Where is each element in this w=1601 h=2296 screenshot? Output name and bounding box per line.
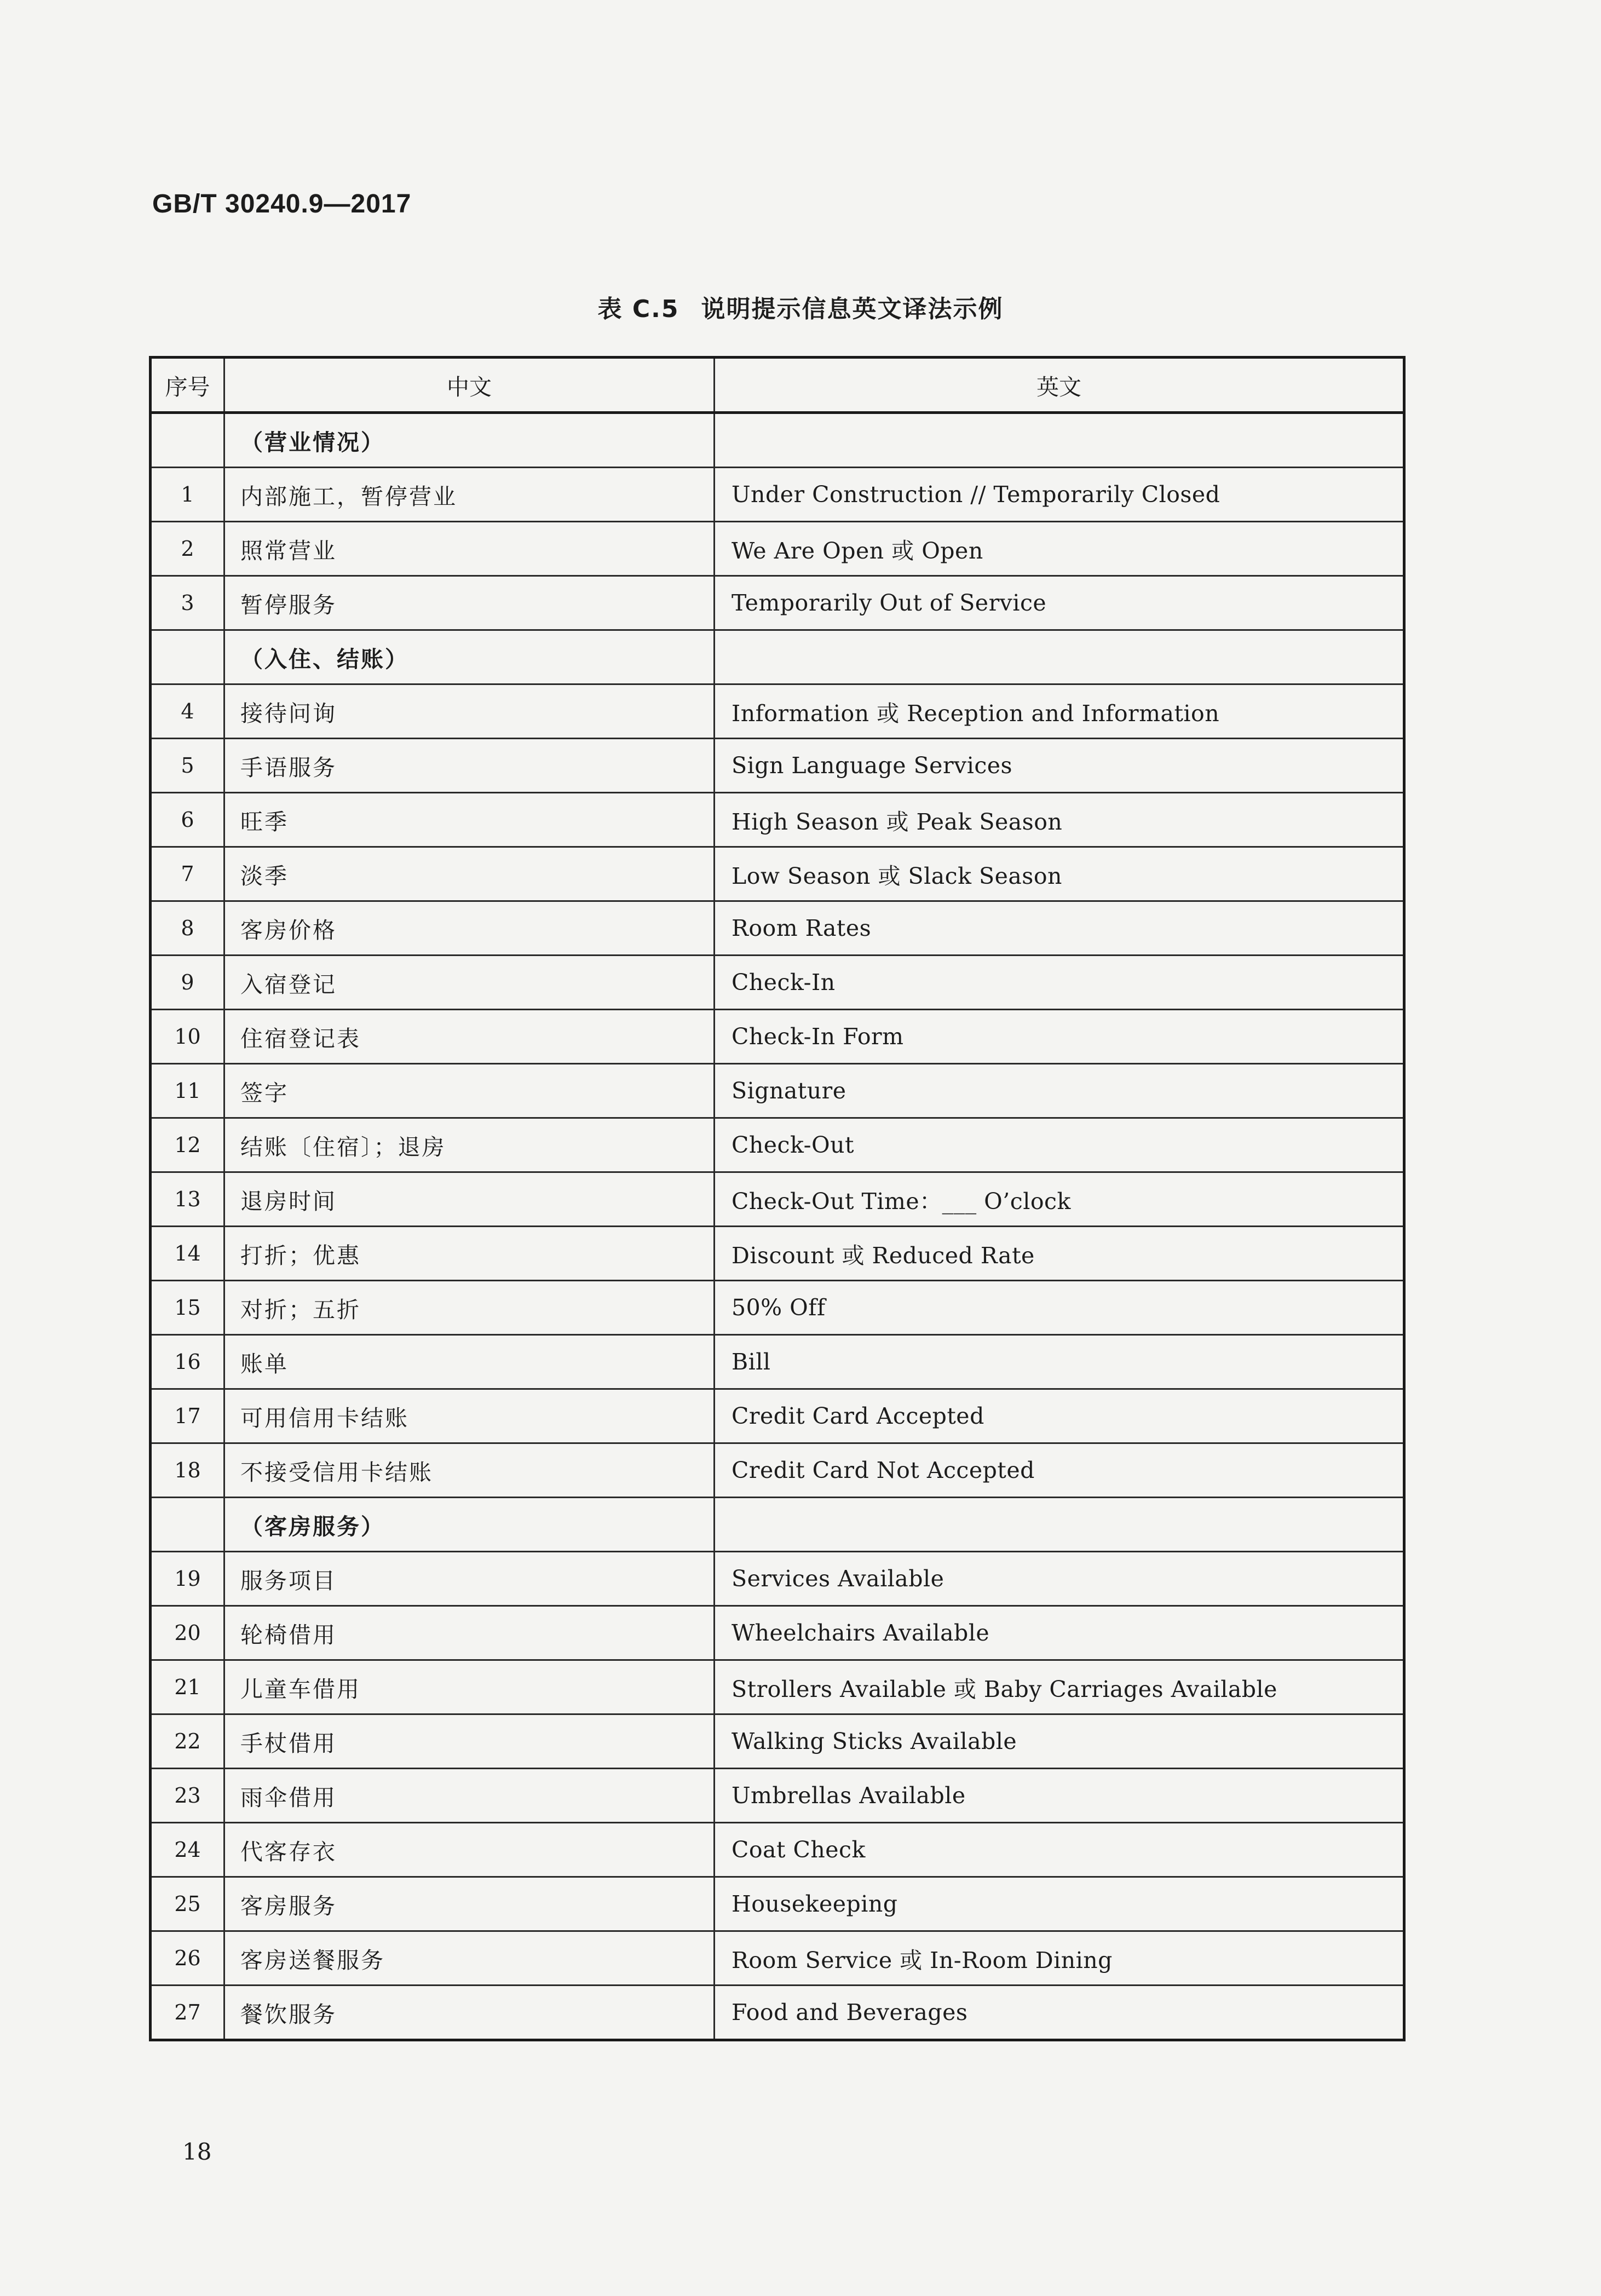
column-header-chinese: 中文 <box>224 358 715 413</box>
row-number-cell: 2 <box>151 522 224 576</box>
table-row <box>151 1986 1404 2040</box>
chinese-text-cell: 打折；优惠 <box>224 1227 715 1281</box>
chinese-text-cell: 可用信用卡结账 <box>224 1389 715 1443</box>
row-number-cell: 1 <box>151 468 224 522</box>
chinese-text-cell: 暂停服务 <box>224 576 715 630</box>
chinese-text-cell: 账单 <box>224 1335 715 1389</box>
chinese-text-cell: 旺季 <box>224 793 715 847</box>
table-row <box>151 1931 1404 1986</box>
table-row <box>151 1769 1404 1823</box>
chinese-text-cell: 手杖借用 <box>224 1714 715 1769</box>
english-text-cell: Check-Out Time：___ O’clock <box>715 1172 1404 1227</box>
chinese-text-cell: 手语服务 <box>224 739 715 793</box>
chinese-text-cell: 接待问询 <box>224 684 715 739</box>
table-row <box>151 1064 1404 1118</box>
row-number-cell: 4 <box>151 684 224 739</box>
english-text-cell: Sign Language Services <box>715 739 1404 793</box>
english-text-cell: We Are Open 或 Open <box>715 522 1404 576</box>
table-row <box>151 1877 1404 1931</box>
english-text-cell: Credit Card Accepted <box>715 1389 1404 1443</box>
english-text-cell: Wheelchairs Available <box>715 1606 1404 1660</box>
english-text-cell: Housekeeping <box>715 1877 1404 1931</box>
english-text-cell: Information 或 Reception and Information <box>715 684 1404 739</box>
table-row <box>151 739 1404 793</box>
english-text-cell: Umbrellas Available <box>715 1769 1404 1823</box>
chinese-text-cell: 退房时间 <box>224 1172 715 1227</box>
row-number-cell: 17 <box>151 1389 224 1443</box>
table-row <box>151 1010 1404 1064</box>
row-number-cell: 26 <box>151 1931 224 1986</box>
row-number-cell: 22 <box>151 1714 224 1769</box>
row-number-cell: 25 <box>151 1877 224 1931</box>
chinese-text-cell: 入宿登记 <box>224 956 715 1010</box>
row-number-cell: 24 <box>151 1823 224 1877</box>
row-number-cell: 20 <box>151 1606 224 1660</box>
row-number-cell: 19 <box>151 1552 224 1606</box>
row-number-cell: 16 <box>151 1335 224 1389</box>
row-number-cell: 5 <box>151 739 224 793</box>
table-caption-number: 表 C.5 <box>597 295 679 323</box>
table-row <box>151 1552 1404 1606</box>
english-text-cell: High Season 或 Peak Season <box>715 793 1404 847</box>
row-number-cell: 21 <box>151 1660 224 1714</box>
chinese-text-cell: 代客存衣 <box>224 1823 715 1877</box>
table-row <box>151 1172 1404 1227</box>
row-number-cell: 10 <box>151 1010 224 1064</box>
english-text-cell: Room Service 或 In-Room Dining <box>715 1931 1404 1986</box>
table-row <box>151 1660 1404 1714</box>
table-row <box>151 1335 1404 1389</box>
english-text-cell <box>715 630 1404 684</box>
english-text-cell: Check-In Form <box>715 1010 1404 1064</box>
table-row <box>151 1443 1404 1498</box>
table-row <box>151 576 1404 630</box>
table-row <box>151 956 1404 1010</box>
english-text-cell: Walking Sticks Available <box>715 1714 1404 1769</box>
chinese-text-cell: 餐饮服务 <box>224 1986 715 2040</box>
english-text-cell <box>715 413 1404 468</box>
table-row <box>151 793 1404 847</box>
table-row <box>151 1281 1404 1335</box>
table-row <box>151 522 1404 576</box>
chinese-text-cell: 服务项目 <box>224 1552 715 1606</box>
chinese-text-cell: 住宿登记表 <box>224 1010 715 1064</box>
translation-table <box>149 356 1406 2041</box>
table-row <box>151 1714 1404 1769</box>
chinese-text-cell: 客房送餐服务 <box>224 1931 715 1986</box>
chinese-text-cell: 客房服务 <box>224 1877 715 1931</box>
standard-code: GB/T 30240.9—2017 <box>152 189 412 218</box>
chinese-text-cell: 儿童车借用 <box>224 1660 715 1714</box>
table-body <box>151 413 1404 2040</box>
chinese-text-cell: （营业情况） <box>224 413 715 468</box>
column-header-english: 英文 <box>715 358 1404 413</box>
row-number-cell: 12 <box>151 1118 224 1172</box>
english-text-cell: Room Rates <box>715 901 1404 956</box>
table-row <box>151 847 1404 901</box>
chinese-text-cell: 签字 <box>224 1064 715 1118</box>
english-text-cell: Food and Beverages <box>715 1986 1404 2040</box>
row-number-cell: 11 <box>151 1064 224 1118</box>
row-number-cell: 7 <box>151 847 224 901</box>
row-number-cell: 8 <box>151 901 224 956</box>
english-text-cell: Check-In <box>715 956 1404 1010</box>
table-section-row <box>151 1498 1404 1552</box>
chinese-text-cell: 雨伞借用 <box>224 1769 715 1823</box>
english-text-cell: Strollers Available 或 Baby Carriages Available <box>715 1660 1404 1714</box>
english-text-cell: Under Construction // Temporarily Closed <box>715 468 1404 522</box>
row-number-cell: 27 <box>151 1986 224 2040</box>
table-row <box>151 1606 1404 1660</box>
column-header-number: 序号 <box>151 358 224 413</box>
row-number-cell: 23 <box>151 1769 224 1823</box>
english-text-cell: Temporarily Out of Service <box>715 576 1404 630</box>
row-number-cell <box>151 413 224 468</box>
chinese-text-cell: 客房价格 <box>224 901 715 956</box>
row-number-cell: 14 <box>151 1227 224 1281</box>
table-section-row <box>151 630 1404 684</box>
english-text-cell: Services Available <box>715 1552 1404 1606</box>
chinese-text-cell: 淡季 <box>224 847 715 901</box>
chinese-text-cell: （客房服务） <box>224 1498 715 1552</box>
table-row <box>151 1227 1404 1281</box>
table-row <box>151 468 1404 522</box>
chinese-text-cell: （入住、结账） <box>224 630 715 684</box>
table-section-row <box>151 413 1404 468</box>
table-row <box>151 684 1404 739</box>
chinese-text-cell: 轮椅借用 <box>224 1606 715 1660</box>
chinese-text-cell: 不接受信用卡结账 <box>224 1443 715 1498</box>
english-text-cell: 50% Off <box>715 1281 1404 1335</box>
english-text-cell: Discount 或 Reduced Rate <box>715 1227 1404 1281</box>
table-caption-title: 说明提示信息英文译法示例 <box>701 295 1004 323</box>
row-number-cell: 6 <box>151 793 224 847</box>
english-text-cell: Coat Check <box>715 1823 1404 1877</box>
chinese-text-cell: 结账〔住宿〕；退房 <box>224 1118 715 1172</box>
table-header-row <box>151 358 1404 413</box>
english-text-cell <box>715 1498 1404 1552</box>
page-number: 18 <box>182 2138 212 2165</box>
chinese-text-cell: 照常营业 <box>224 522 715 576</box>
english-text-cell: Credit Card Not Accepted <box>715 1443 1404 1498</box>
chinese-text-cell: 内部施工，暂停营业 <box>224 468 715 522</box>
table-row <box>151 1823 1404 1877</box>
row-number-cell <box>151 1498 224 1552</box>
row-number-cell: 3 <box>151 576 224 630</box>
english-text-cell: Signature <box>715 1064 1404 1118</box>
row-number-cell: 9 <box>151 956 224 1010</box>
row-number-cell <box>151 630 224 684</box>
row-number-cell: 15 <box>151 1281 224 1335</box>
english-text-cell: Check-Out <box>715 1118 1404 1172</box>
chinese-text-cell: 对折；五折 <box>224 1281 715 1335</box>
row-number-cell: 18 <box>151 1443 224 1498</box>
english-text-cell: Low Season 或 Slack Season <box>715 847 1404 901</box>
table-row <box>151 1389 1404 1443</box>
table-row <box>151 901 1404 956</box>
row-number-cell: 13 <box>151 1172 224 1227</box>
table-row <box>151 1118 1404 1172</box>
english-text-cell: Bill <box>715 1335 1404 1389</box>
table-caption <box>0 289 1601 324</box>
